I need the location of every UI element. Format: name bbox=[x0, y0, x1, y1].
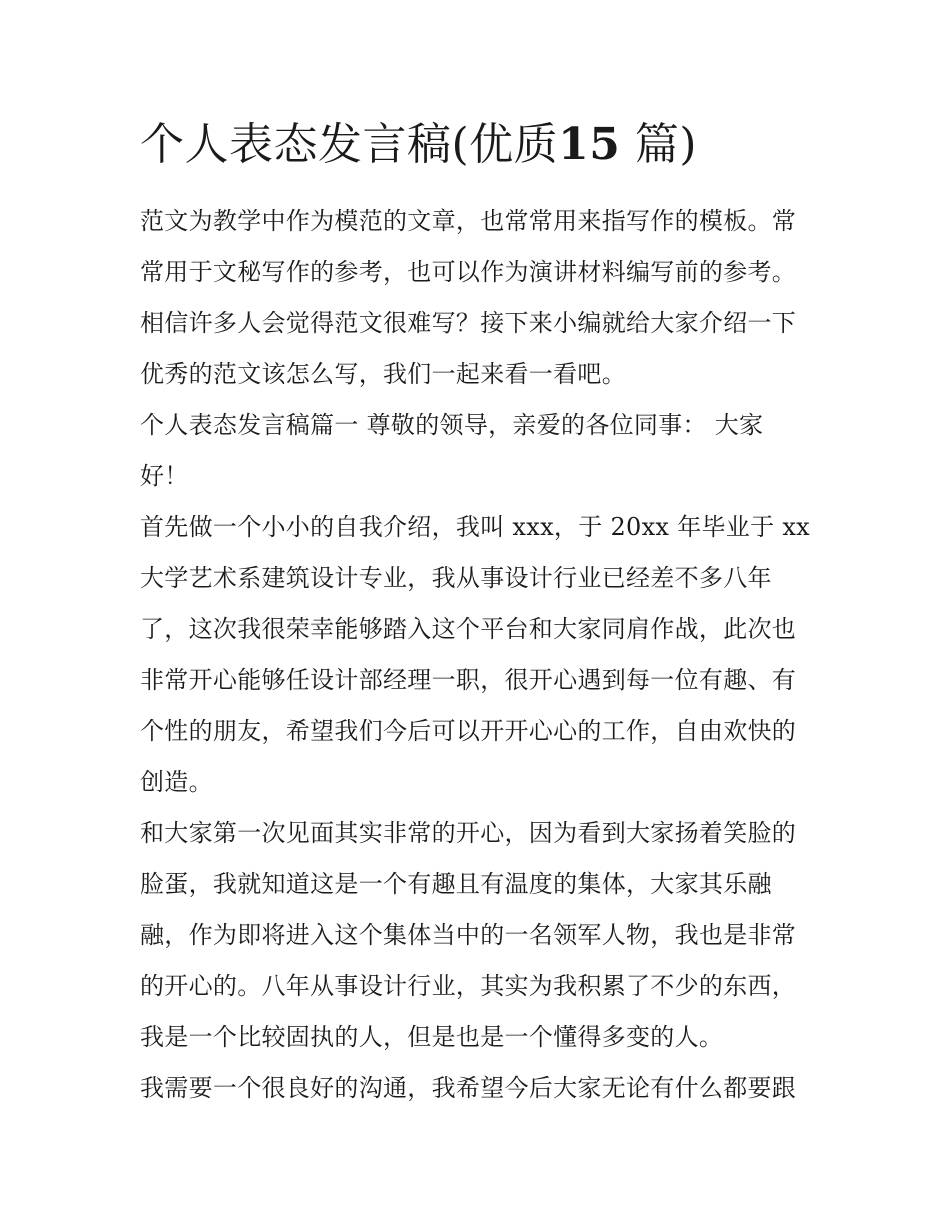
text-line: 优秀的范文该怎么写，我们一起来看一看吧。 bbox=[140, 360, 626, 388]
text-line: 脸蛋，我就知道这是一个有趣且有温度的集体，大家其乐融 bbox=[140, 870, 772, 898]
text-line: 大学艺术系建筑设计专业，我从事设计行业已经差不多八年 bbox=[140, 564, 772, 592]
text-line: 的开心的。八年从事设计行业，其实为我积累了不少的东西， bbox=[140, 972, 797, 1000]
text-line: 和大家第一次见面其实非常的开心，因为看到大家扬着笑脸的 bbox=[140, 819, 797, 847]
text-line: 范文为教学中作为模范的文章，也常常用来指写作的模板。常 bbox=[140, 207, 797, 235]
text-line: 个人表态发言稿篇一 尊敬的领导，亲爱的各位同事： 大家 bbox=[140, 411, 764, 439]
text-line: 创造。 bbox=[140, 768, 213, 796]
text-line: 我需要一个很良好的沟通，我希望今后大家无论有什么都要跟 bbox=[140, 1074, 797, 1102]
paragraph-greeting bbox=[140, 400, 820, 502]
text-line: 首先做一个小小的自我介绍，我叫 xxx，于 20xx 年毕业于 xx bbox=[140, 513, 810, 541]
text-line: 相信许多人会觉得范文很难写？接下来小编就给大家介绍一下 bbox=[140, 309, 797, 337]
text-line: 常用于文秘写作的参考，也可以作为演讲材料编写前的参考。 bbox=[140, 258, 797, 286]
title-number: 15 bbox=[558, 119, 621, 170]
title-prefix: 个人表态发言稿(优质 bbox=[140, 119, 559, 170]
paragraph-self-introduction bbox=[140, 502, 820, 808]
paragraph-first-meeting bbox=[140, 808, 820, 1063]
document-title bbox=[140, 112, 840, 178]
paragraph-intro bbox=[140, 196, 820, 400]
text-line: 非常开心能够任设计部经理一职，很开心遇到每一位有趣、有 bbox=[140, 666, 797, 694]
text-line: 个性的朋友，希望我们今后可以开开心心的工作，自由欢快的 bbox=[140, 717, 797, 745]
paragraph-communication bbox=[140, 1063, 820, 1114]
title-suffix: 篇) bbox=[634, 119, 698, 170]
text-line: 融，作为即将进入这个集体当中的一名领军人物，我也是非常 bbox=[140, 921, 797, 949]
document-body bbox=[140, 196, 820, 1114]
text-line: 了，这次我很荣幸能够踏入这个平台和大家同肩作战，此次也 bbox=[140, 615, 797, 643]
text-line: 好！ bbox=[140, 462, 189, 490]
text-line: 我是一个比较固执的人，但是也是一个懂得多变的人。 bbox=[140, 1023, 724, 1051]
